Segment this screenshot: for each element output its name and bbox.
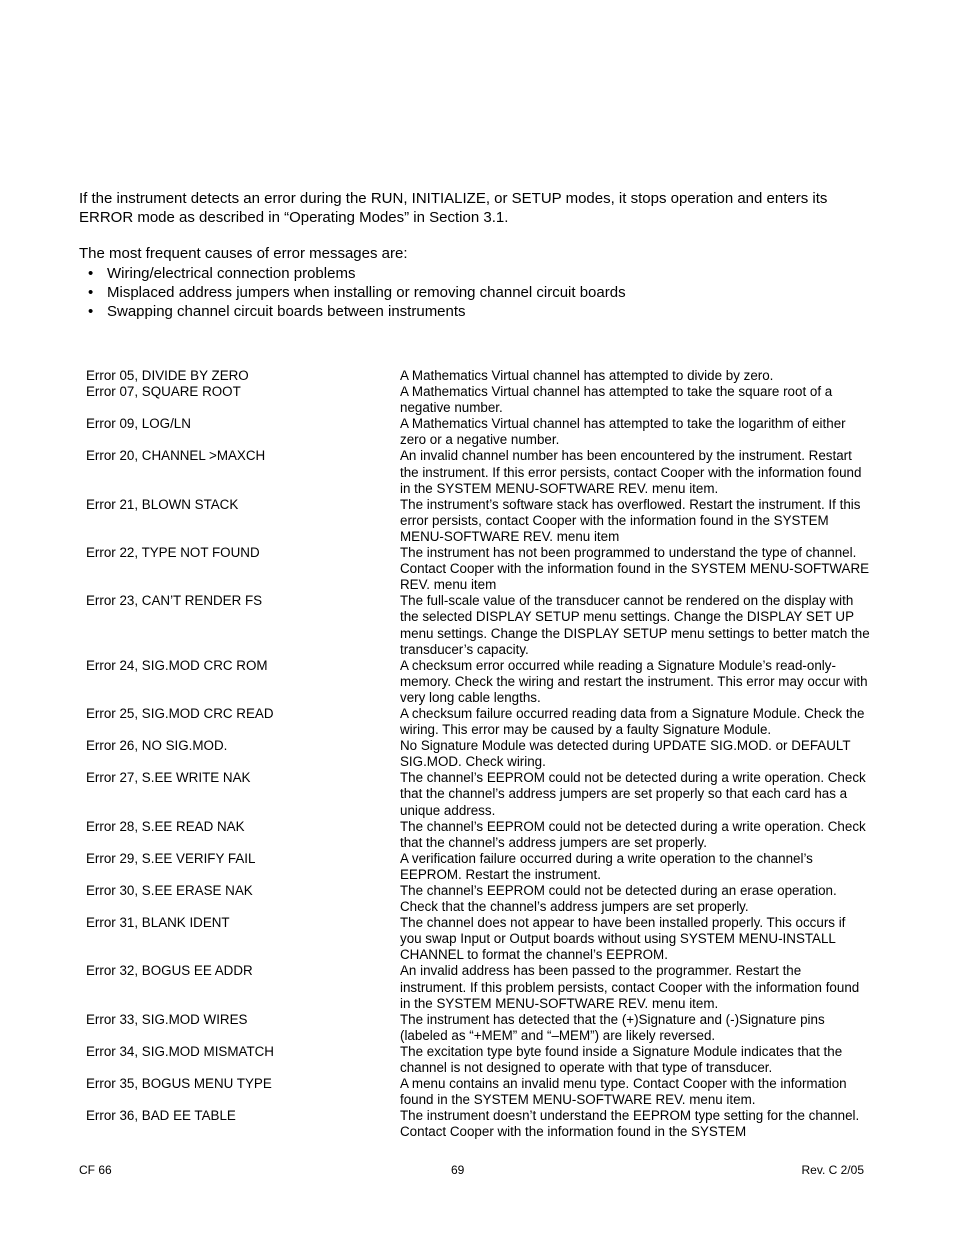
error-description: The channel does not appear to have been installed properly. This occurs if you swap Input or Output boards without using SYSTEM MENU-INSTALL CHANNEL to format the channel’s EEPROM. bbox=[400, 915, 846, 963]
causes-lead: The most frequent causes of error messages are: bbox=[79, 245, 408, 262]
error-description: A checksum failure occurred reading data from a Signature Module. Check the wiring. This error may be caused by a faulty Signature Module. bbox=[400, 705, 865, 738]
table-row bbox=[86, 1044, 876, 1076]
error-description: No Signature Module was detected during UPDATE SIG.MOD. or DEFAULT SIG.MOD. Check wiring. bbox=[400, 738, 851, 770]
error-description: An invalid address has been passed to the programmer. Restart the instrument. If this problem persists, contact Cooper with the information found in the SYSTEM MENU-SOFTWARE REV. menu item. bbox=[400, 963, 860, 1011]
error-code: Error 07, SQUARE ROOT bbox=[86, 384, 241, 400]
error-code: Error 26, NO SIG.MOD. bbox=[86, 738, 228, 754]
error-table bbox=[86, 368, 876, 1141]
error-code: Error 30, S.EE ERASE NAK bbox=[86, 883, 253, 898]
page-number: 69 bbox=[451, 1163, 465, 1177]
table-row bbox=[86, 658, 876, 706]
error-description: A menu contains an invalid menu type. Contact Cooper with the information found in the SYSTEM MENU-SOFTWARE REV. menu item. bbox=[400, 1076, 847, 1108]
intro-paragraph bbox=[79, 190, 879, 227]
table-row bbox=[86, 368, 876, 384]
intro-text: If the instrument detects an error during the RUN, INITIALIZE, or SETUP modes, it stops operation and enters its ERROR mode as described in “Operating Modes” in Section 3.1. bbox=[79, 190, 828, 226]
error-code: Error 35, BOGUS MENU TYPE bbox=[86, 1076, 272, 1092]
error-code: Error 09, LOG/LN bbox=[86, 416, 191, 432]
table-row bbox=[86, 738, 876, 770]
table-row bbox=[86, 851, 876, 883]
table-row bbox=[86, 1076, 876, 1108]
table-row bbox=[86, 545, 876, 593]
table-row bbox=[86, 593, 876, 657]
error-code: Error 34, SIG.MOD MISMATCH bbox=[86, 1043, 274, 1059]
error-code: Error 33, SIG.MOD WIRES bbox=[86, 1011, 248, 1027]
error-description: The full-scale value of the transducer cannot be rendered on the display with the selected DISPLAY SETUP menu settings. Change the DISPLAY SET UP menu settings. Change the DISPLAY SETUP menu settings to better match the transducer’s capacity. bbox=[400, 593, 870, 657]
error-description: A Mathematics Virtual channel has attempted to take the square root of a negative number. bbox=[400, 384, 833, 416]
error-code: Error 05, DIVIDE BY ZERO bbox=[86, 368, 249, 383]
footer-doc-id: CF 66 bbox=[79, 1163, 112, 1177]
error-description: A Mathematics Virtual channel has attempted to take the logarithm of either zero or a negative number. bbox=[400, 416, 846, 448]
error-description: The channel’s EEPROM could not be detected during a write operation. Check that the channel’s address jumpers are set properly so that each card has a unique address. bbox=[400, 770, 866, 818]
table-row bbox=[86, 1012, 876, 1044]
error-code: Error 20, CHANNEL >MAXCH bbox=[86, 448, 266, 464]
error-code: Error 24, SIG.MOD CRC ROM bbox=[86, 657, 268, 673]
table-row bbox=[86, 819, 876, 851]
error-description: The channel’s EEPROM could not be detected during an erase operation. Check that the channel’s address jumpers are set properly. bbox=[400, 883, 837, 915]
list-item: • Swapping channel circuit boards between instruments bbox=[79, 302, 626, 321]
error-description: The excitation type byte found inside a Signature Module indicates that the channel is not designed to operate with that type of transducer. bbox=[400, 1043, 843, 1076]
error-description: The channel’s EEPROM could not be detected during a write operation. Check that the channel’s address jumpers are set properly. bbox=[400, 818, 866, 850]
error-description: The instrument doesn’t understand the EEPROM type setting for the channel. Contact Cooper with the information found in the SYSTEM bbox=[400, 1108, 860, 1140]
table-row bbox=[86, 384, 876, 416]
causes-list bbox=[79, 264, 626, 321]
error-code: Error 25, SIG.MOD CRC READ bbox=[86, 705, 274, 721]
error-code: Error 32, BOGUS EE ADDR bbox=[86, 963, 253, 979]
list-item: • Wiring/electrical connection problems bbox=[79, 264, 626, 283]
table-row bbox=[86, 915, 876, 963]
error-description: The instrument’s software stack has overflowed. Restart the instrument. If this error persists, contact Cooper with the information found in the SYSTEM MENU-SOFTWARE REV. menu item bbox=[400, 496, 861, 544]
footer-revision: Rev. C 2/05 bbox=[801, 1163, 864, 1177]
error-code: Error 36, BAD EE TABLE bbox=[86, 1108, 236, 1124]
error-description: A verification failure occurred during a write operation to the channel’s EEPROM. Restart the instrument. bbox=[400, 850, 813, 882]
error-code: Error 22, TYPE NOT FOUND bbox=[86, 545, 260, 561]
error-code: Error 23, CAN’T RENDER FS bbox=[86, 593, 263, 609]
error-description: A Mathematics Virtual channel has attempted to divide by zero. bbox=[400, 368, 774, 383]
error-code: Error 21, BLOWN STACK bbox=[86, 496, 239, 512]
error-code: Error 29, S.EE VERIFY FAIL bbox=[86, 850, 256, 866]
table-row bbox=[86, 770, 876, 818]
table-row bbox=[86, 883, 876, 915]
table-row bbox=[86, 1108, 876, 1140]
error-code: Error 31, BLANK IDENT bbox=[86, 915, 230, 931]
error-code: Error 27, S.EE WRITE NAK bbox=[86, 770, 251, 786]
error-description: A checksum error occurred while reading a Signature Module’s read-only-memory. Check the wiring and restart the instrument. This error may occur with very long cable lengths. bbox=[400, 657, 868, 705]
error-description: The instrument has detected that the (+)Signature and (-)Signature pins (labeled as “+MEM” and “–MEM”) are likely reversed. bbox=[400, 1011, 825, 1043]
error-description: An invalid channel number has been encountered by the instrument. Restart the instrument. If this error persists, contact Cooper with the information found in the SYSTEM MENU-SOFTWARE REV. menu item. bbox=[400, 448, 862, 496]
table-row bbox=[86, 416, 876, 448]
error-description: The instrument has not been programmed to understand the type of channel. Contact Cooper with the information found in the SYSTEM MENU-SOFTWARE REV. menu item bbox=[400, 545, 870, 593]
table-row bbox=[86, 706, 876, 738]
list-item: • Misplaced address jumpers when installing or removing channel circuit boards bbox=[79, 283, 626, 302]
table-row bbox=[86, 497, 876, 545]
table-row bbox=[86, 448, 876, 496]
table-row bbox=[86, 963, 876, 1011]
error-code: Error 28, S.EE READ NAK bbox=[86, 818, 245, 834]
